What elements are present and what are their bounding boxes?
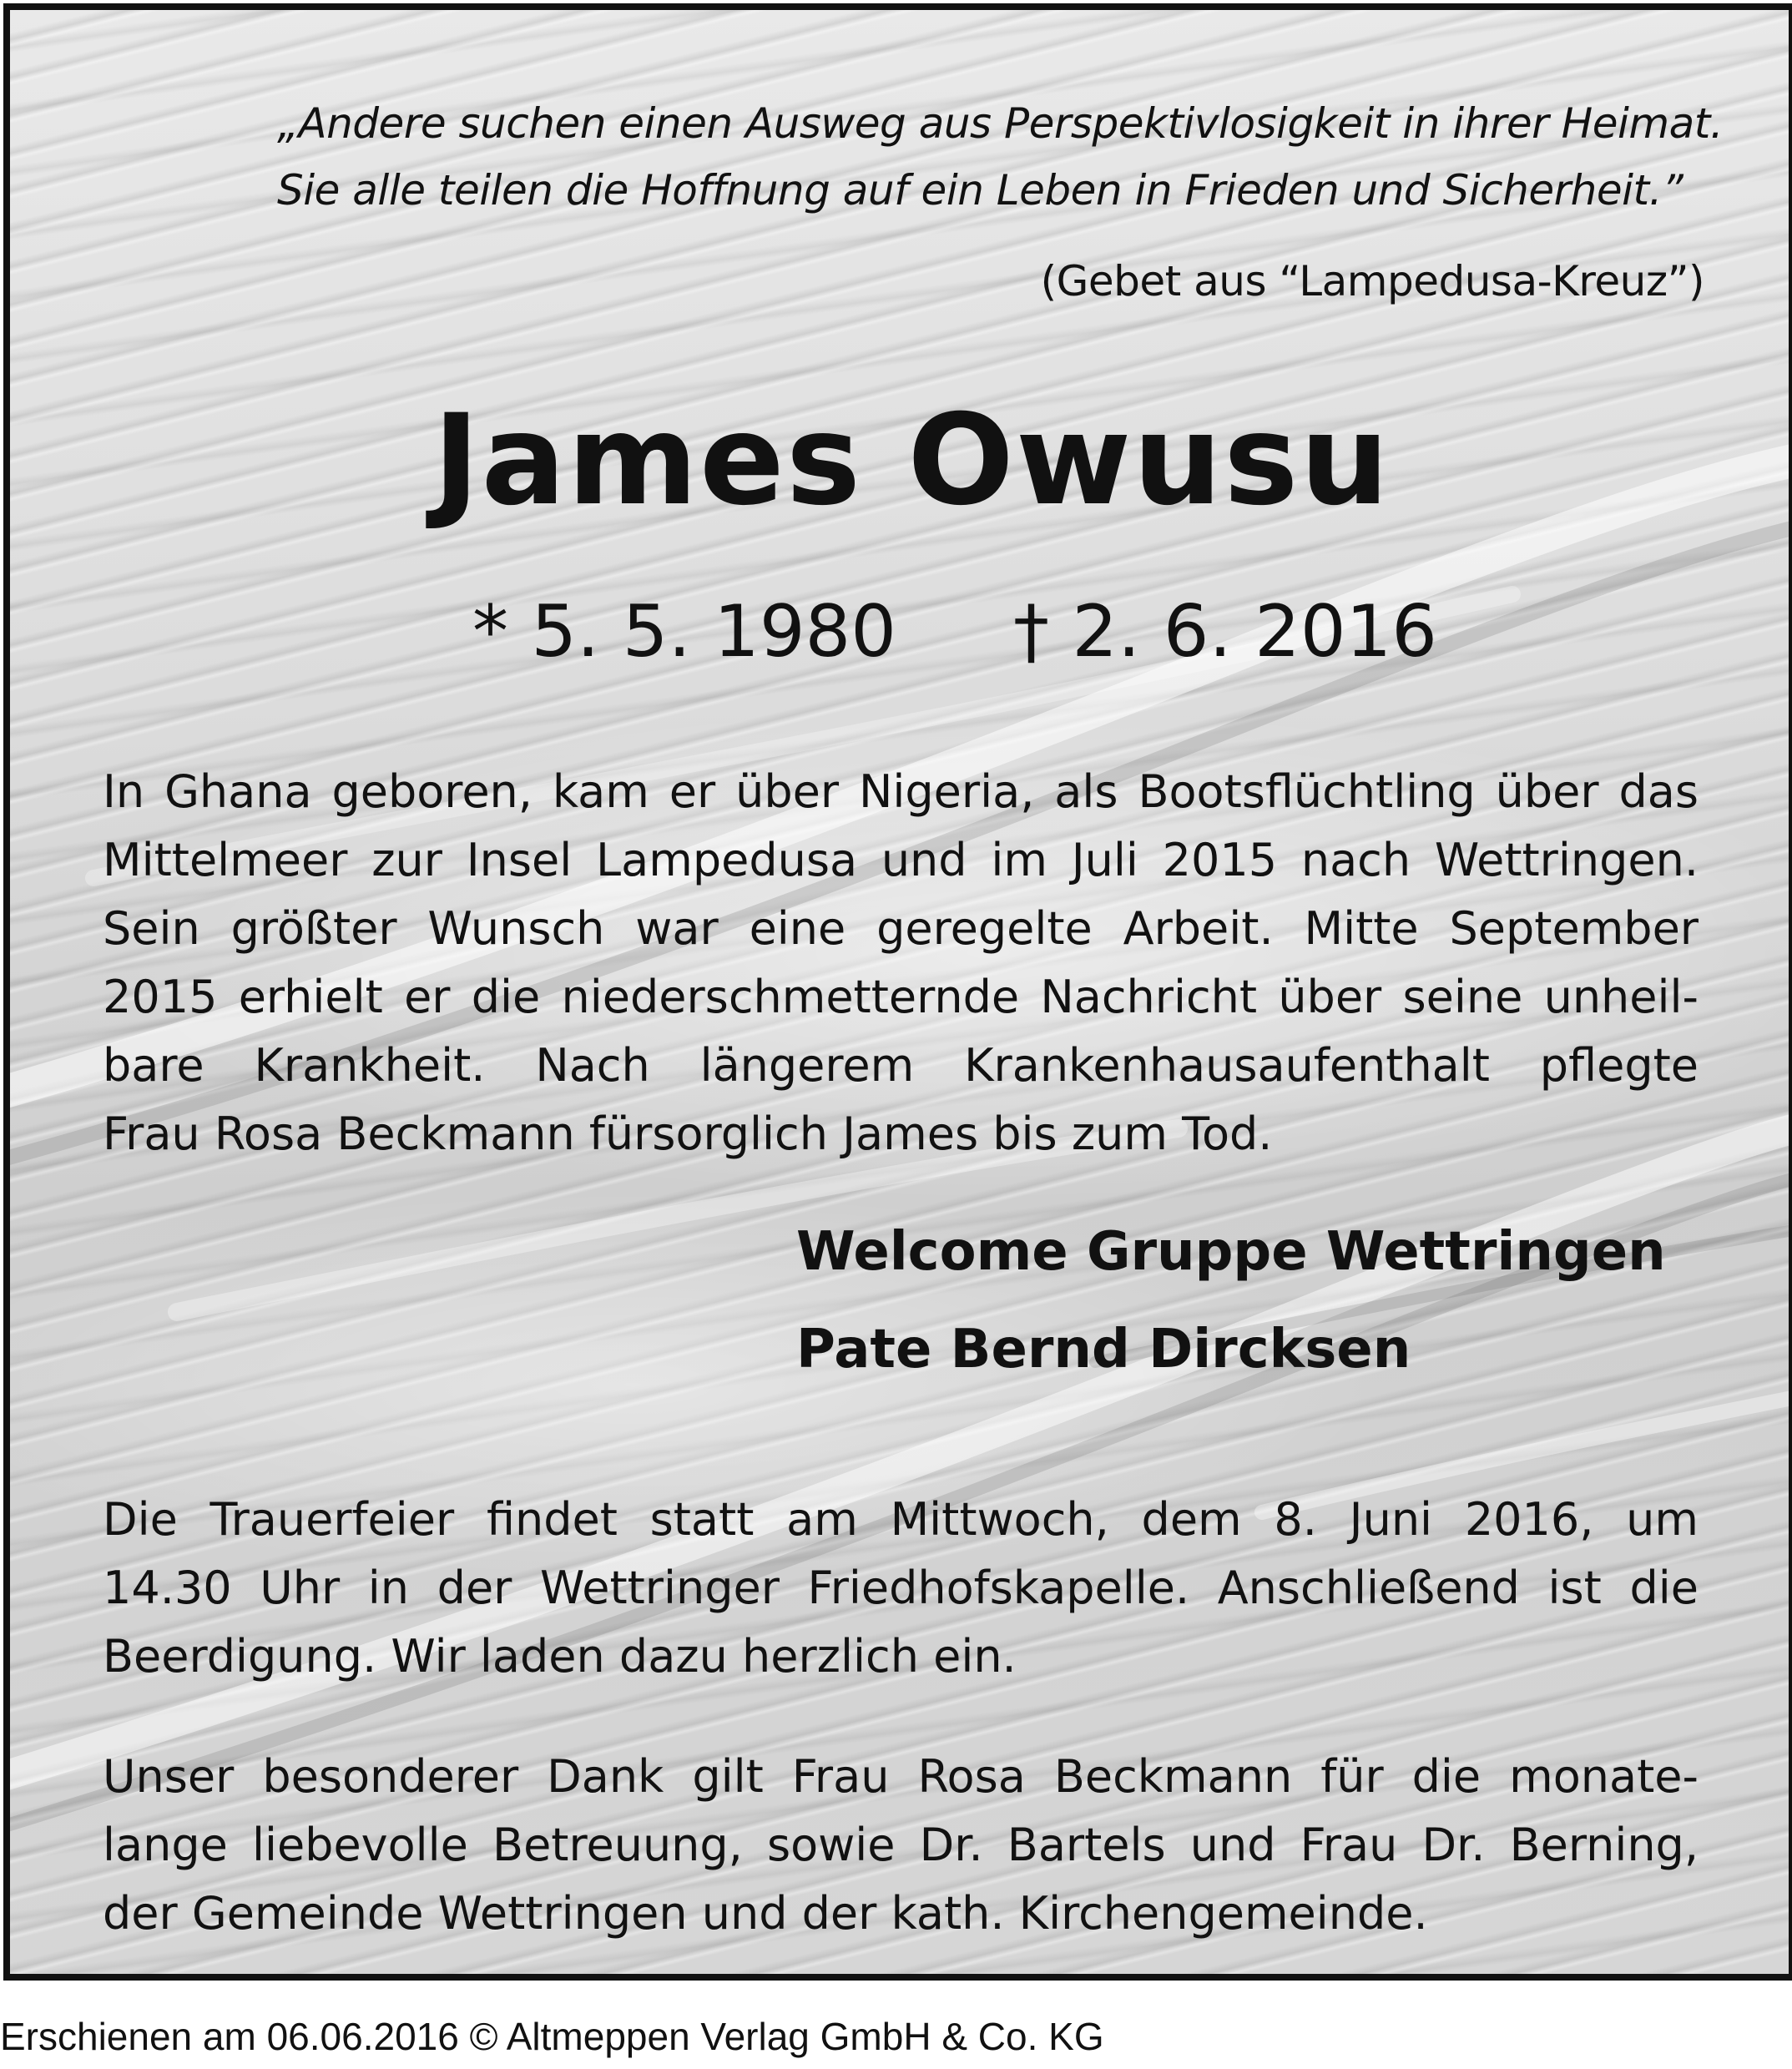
signature-group: Welcome Gruppe Wettringen	[796, 1221, 1666, 1283]
epigraph-quote	[277, 90, 1724, 224]
publication-footer: Erschienen am 06.06.2016 © Altmeppen Verlag GmbH & Co. KG	[0, 2015, 1104, 2058]
obituary-frame	[3, 3, 1792, 1981]
birth-date: * 5. 5. 1980	[472, 590, 896, 674]
thanks-line: der Gemeinde Wettringen und der kath. Kirchengemeinde.	[103, 1887, 1428, 1940]
biography-line: 2015 erhielt er die niederschmetternde Nachricht über seine unheil-	[103, 971, 1699, 1023]
life-dates	[472, 586, 1437, 678]
biography-line: bare Krankheit. Nach längerem Krankenhausaufenthalt pflegte	[103, 1039, 1699, 1092]
thanks-line: Unser besonderer Dank gilt Frau Rosa Beckmann für die monate-	[103, 1750, 1699, 1803]
ceremony-line: Die Trauerfeier findet statt am Mittwoch, dem 8. Juni 2016, um	[103, 1493, 1699, 1546]
thanks-line: lange liebevolle Betreuung, sowie Dr. Bartels und Frau Dr. Berning,	[103, 1819, 1699, 1871]
quote-line-1: „Andere suchen einen Ausweg aus Perspektivlosigkeit in ihrer Heimat.	[277, 99, 1724, 148]
death-date: † 2. 6. 2016	[1012, 590, 1437, 674]
ceremony-line: 14.30 Uhr in der Wettringer Friedhofskapelle. Anschließend ist die	[103, 1562, 1699, 1614]
deceased-name: James Owusu	[432, 388, 1391, 533]
biography-line: In Ghana geboren, kam er über Nigeria, als Bootsflüchtling über das	[103, 765, 1699, 818]
thanks-paragraph	[103, 1743, 1699, 1948]
biography-line: Frau Rosa Beckmann fürsorglich James bis zum Tod.	[103, 1108, 1273, 1160]
quote-line-2: Sie alle teilen die Hoffnung auf ein Leben in Frieden und Sicherheit.”	[277, 166, 1683, 214]
biography-line: Mittelmeer zur Insel Lampedusa und im Juli 2015 nach Wettringen.	[103, 834, 1699, 886]
funeral-ceremony-paragraph	[103, 1486, 1699, 1691]
biography-line: Sein größter Wunsch war eine geregelte Arbeit. Mitte September	[103, 902, 1699, 955]
quote-source: (Gebet aus “Lampedusa-Kreuz”)	[1040, 257, 1704, 305]
signature-sponsor: Pate Bernd Dircksen	[796, 1319, 1411, 1380]
biography-paragraph	[103, 758, 1699, 1168]
ceremony-line: Beerdigung. Wir laden dazu herzlich ein.	[103, 1630, 1017, 1683]
